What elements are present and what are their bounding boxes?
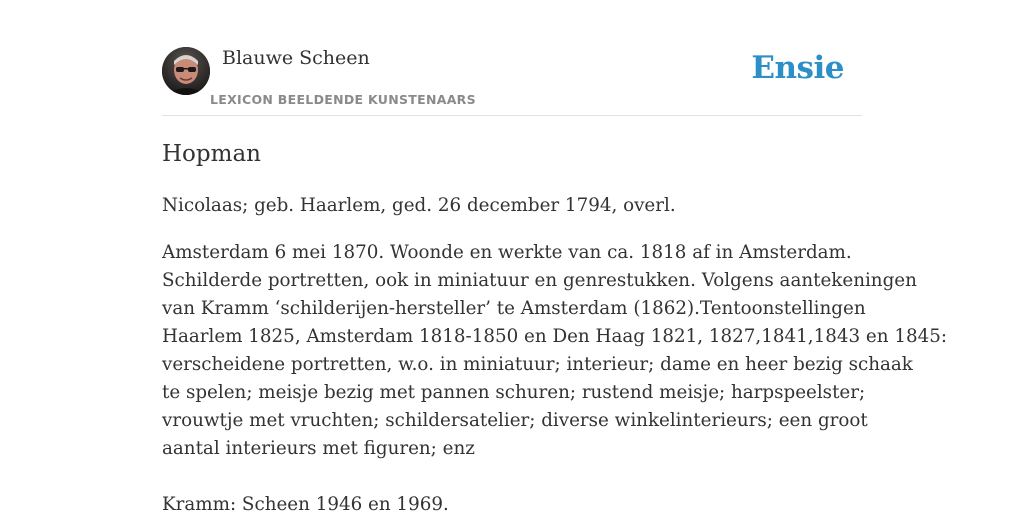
author-avatar[interactable] (162, 47, 210, 95)
avatar-portrait-icon (162, 47, 210, 95)
article-sources: Kramm: Scheen 1946 en 1969. (162, 494, 449, 512)
body-line: Haarlem 1825, Amsterdam 1818-1850 en Den Haag 1821, 1827,1841,1843 en 1845: (162, 326, 948, 347)
lexicon-label[interactable]: LEXICON BEELDENDE KUNSTENAARS (210, 92, 476, 107)
body-line: aantal interieurs met figuren; enz (162, 438, 475, 459)
article-body (162, 239, 948, 463)
article-title: Hopman (162, 141, 261, 167)
body-line: vrouwtje met vruchten; schildersatelier; diverse winkelinterieurs; een groot (162, 410, 868, 431)
body-line: Schilderde portretten, ook in miniatuur en genrestukken. Volgens aantekeningen (162, 270, 917, 291)
body-line: van Kramm ‘schilderijen-hersteller’ te Amsterdam (1862).Tentoonstellingen (162, 298, 866, 319)
header (162, 0, 862, 116)
body-line: Amsterdam 6 mei 1870. Woonde en werkte van ca. 1818 af in Amsterdam. (162, 242, 852, 263)
ensie-logo[interactable]: Ensie (751, 50, 844, 86)
body-line: verscheidene portretten, w.o. in miniatuur; interieur; dame en heer bezig schaak (162, 354, 913, 375)
article-intro: Nicolaas; geb. Haarlem, ged. 26 december 1794, overl. (162, 195, 676, 216)
page-container (162, 0, 948, 512)
author-name[interactable]: Blauwe Scheen (222, 47, 370, 69)
body-line: te spelen; meisje bezig met pannen schuren; rustend meisje; harpspeelster; (162, 382, 866, 403)
